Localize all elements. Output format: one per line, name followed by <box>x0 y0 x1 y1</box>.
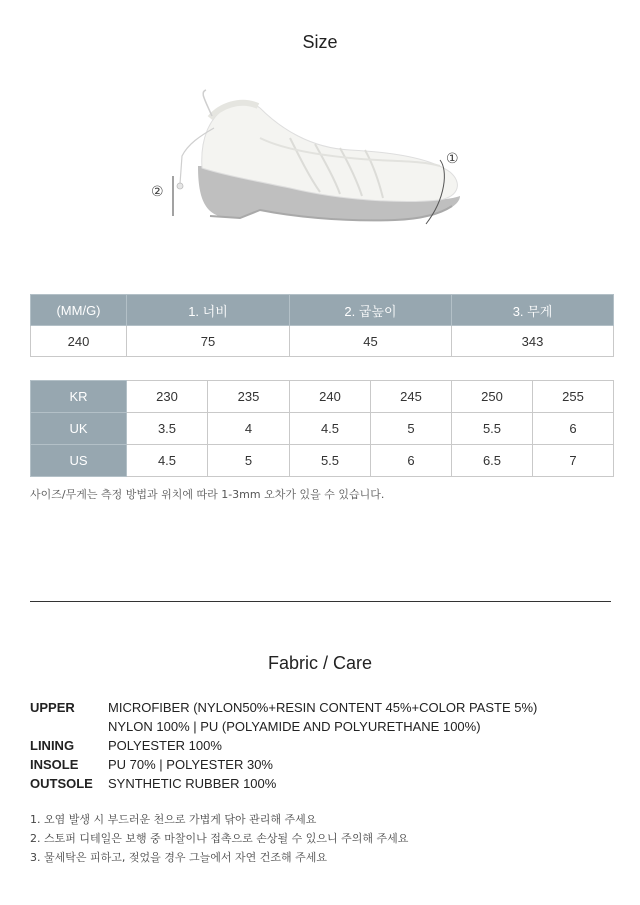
fabric-list <box>30 698 537 793</box>
table-cell: 240 <box>290 381 371 413</box>
fabric-value: POLYESTER 100% <box>108 738 222 753</box>
fabric-value: PU 70% | POLYESTER 30% <box>108 757 273 772</box>
value-size: 240 <box>31 326 127 357</box>
table-cell: 7 <box>533 445 614 477</box>
dimension-header-row <box>31 295 614 326</box>
shoe-illustration <box>140 88 480 238</box>
table-cell: 6.5 <box>452 445 533 477</box>
row-label-kr: KR <box>31 381 127 413</box>
fabric-row-insole <box>30 755 537 774</box>
fabric-row-upper <box>30 698 537 717</box>
row-label-us: US <box>31 445 127 477</box>
dimension-value-row <box>31 326 614 357</box>
marker-1: ① <box>446 151 459 167</box>
table-cell: 230 <box>127 381 208 413</box>
fabric-care-title: Fabric / Care <box>267 653 373 673</box>
marker-2: ② <box>151 184 164 200</box>
table-row <box>31 381 614 413</box>
table-cell: 4 <box>208 413 290 445</box>
table-cell: 5.5 <box>290 445 371 477</box>
value-heel-height: 45 <box>290 326 452 357</box>
care-item: 2. 스토퍼 디테일은 보행 중 마찰이나 접촉으로 손상될 수 있으니 주의해 주세요 <box>30 832 409 845</box>
fabric-value: SYNTHETIC RUBBER 100% <box>108 776 277 791</box>
table-cell: 250 <box>452 381 533 413</box>
fabric-row-lining <box>30 736 537 755</box>
fabric-label: OUTSOLE <box>30 776 93 791</box>
size-note: 사이즈/무게는 측정 방법과 위치에 따라 1-3mm 오차가 있을 수 있습니다. <box>30 488 385 501</box>
table-cell: 5 <box>371 413 452 445</box>
fabric-label <box>30 717 108 736</box>
fabric-row-upper-2 <box>30 717 537 736</box>
table-cell: 255 <box>533 381 614 413</box>
fabric-value: NYLON 100% | PU (POLYAMIDE AND POLYURETHANE 100%) <box>108 719 481 734</box>
header-unit: (MM/G) <box>31 295 127 326</box>
section-divider <box>30 601 611 602</box>
header-weight: 3. 무게 <box>452 295 614 326</box>
table-cell: 3.5 <box>127 413 208 445</box>
fabric-value: MICROFIBER (NYLON50%+RESIN CONTENT 45%+COLOR PASTE 5%) <box>108 700 538 715</box>
header-width: 1. 너비 <box>127 295 290 326</box>
fabric-label: INSOLE <box>30 757 79 772</box>
table-cell: 6 <box>371 445 452 477</box>
fabric-label: UPPER <box>30 700 75 715</box>
care-item: 3. 물세탁은 피하고, 젖었을 경우 그늘에서 자연 건조해 주세요 <box>30 851 327 864</box>
table-cell: 5 <box>208 445 290 477</box>
table-cell: 6 <box>533 413 614 445</box>
dimension-table <box>30 294 614 357</box>
header-heel-height: 2. 굽높이 <box>290 295 452 326</box>
care-instructions <box>30 810 408 867</box>
table-row <box>31 445 614 477</box>
value-width: 75 <box>127 326 290 357</box>
table-cell: 5.5 <box>452 413 533 445</box>
table-cell: 4.5 <box>290 413 371 445</box>
size-conversion-table <box>30 380 614 477</box>
size-title: Size <box>302 32 338 52</box>
value-weight: 343 <box>452 326 614 357</box>
care-item: 1. 오염 발생 시 부드러운 천으로 가볍게 닦아 관리해 주세요 <box>30 813 317 826</box>
table-cell: 4.5 <box>127 445 208 477</box>
table-row <box>31 413 614 445</box>
row-label-uk: UK <box>31 413 127 445</box>
table-cell: 245 <box>371 381 452 413</box>
fabric-label: LINING <box>30 738 75 753</box>
table-cell: 235 <box>208 381 290 413</box>
fabric-row-outsole <box>30 774 537 793</box>
shoe-measurement-diagram <box>140 88 480 238</box>
